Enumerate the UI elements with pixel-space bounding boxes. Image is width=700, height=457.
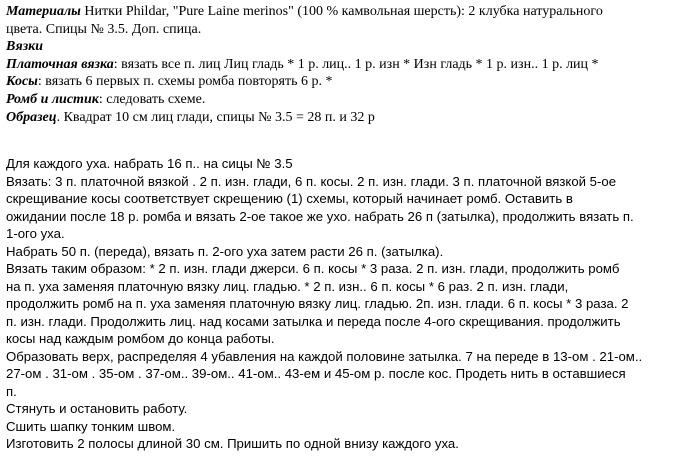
instruction-line: Сшить шапку тонким швом.: [6, 418, 176, 434]
section-gap: [6, 126, 696, 155]
header-section: [6, 3, 696, 126]
instruction-line: Набрать 50 п. (переда), вязать п. 2-ого уха затем расти 26 п. (затылка).: [6, 243, 444, 259]
materials-text-1: Нитки Phildar, "Pure Laine merinos" (100 % камвольная шерсть): 2 клубка натурального: [80, 4, 603, 19]
instruction-line: на п. уха заменяя платочную вязку лиц. гладью. * 2 п. изн.. 6 п. косы * 6 раз. 2 п. изн. глади,: [6, 278, 569, 294]
instruction-line: Вязать таким образом: * 2 п. изн. глади джерси. 6 п. косы * 3 раза. 2 п. изн. глади, продолжить ромб: [6, 261, 620, 277]
instruction-line: Вязать: 3 п. платочной вязкой . 2 п. изн. глади, 6 п. косы. 2 п. изн. глади. 3 п. платочной вязкой 5-ое: [6, 173, 617, 189]
cables-text: : вязать 6 первых п. схемы ромба повторять 6 р. *: [37, 74, 333, 90]
instruction-line: п. изн. глади. Продолжить лиц. над косами затылка и переда после 4-ого скрещивания. продолжить: [6, 313, 621, 329]
materials-line-1: [6, 3, 696, 21]
materials-line-2: цвета. Спицы № 3.5. Доп. спица.: [6, 21, 202, 37]
instruction-line: 1-ого уха.: [6, 226, 65, 242]
instruction-line: 27-ом . 31-ом . 35-ом . 37-ом.. 39-ом.. 41-ом.. 43-ем и 45-ом р. после кос. Продеть нить в оставшиеся: [6, 366, 626, 382]
garter-stitch-label: Платочная вязка: [6, 56, 114, 72]
gauge-label: Образец: [6, 109, 57, 125]
instruction-line: п.: [6, 383, 17, 399]
instruction-line: Образовать верх, распределяя 4 убавления на каждой половине затылка. 7 на переде в 13-ом . 21-ом..: [6, 348, 643, 364]
cables-label: Косы: [6, 74, 38, 90]
instruction-line: продолжить ромб на п. уха заменяя платочную вязку лиц. гладью. 2п. изн. глади. 6 п. косы * 3 раза. 2: [6, 296, 629, 312]
garter-stitch-line: [6, 56, 696, 74]
rhombus-label: Ромб и листик: [6, 91, 99, 107]
materials-label: Материалы: [6, 4, 81, 19]
instruction-line: Для каждого уха. набрать 16 п.. на сицы № 3.5: [6, 156, 293, 172]
rhombus-text: : следовать схеме.: [98, 91, 206, 107]
instruction-line: скрещивание косы соответствует скрещению (1) схемы, который начинает ромб. Оставить в: [6, 191, 573, 207]
instruction-line: косы над каждым ромбом до конца работы.: [6, 331, 275, 347]
rhombus-line: [6, 91, 696, 109]
stitches-heading: Вязки: [6, 39, 44, 55]
instructions-section: [6, 155, 696, 453]
gauge-line: [6, 109, 696, 127]
cables-line: [6, 73, 696, 91]
instruction-line: Изготовить 2 полосы длиной 30 см. Пришить по одной внизу каждого уха.: [6, 436, 459, 452]
instruction-line: Стянуть и остановить работу.: [6, 401, 188, 417]
gauge-text: . Квадрат 10 см лиц глади, спицы № 3.5 = 28 п. и 32 р: [56, 109, 375, 125]
garter-stitch-text: : вязать все п. лиц Лиц гладь * 1 р. лиц.. 1 р. изн * Изн гладь * 1 р. изн.. 1 р. лиц *: [113, 56, 599, 72]
instruction-line: ожидании после 18 р. ромба и вязать 2-ое такое же ухо. набрать 26 п (затылка), продолжить вязать п.: [6, 208, 634, 224]
